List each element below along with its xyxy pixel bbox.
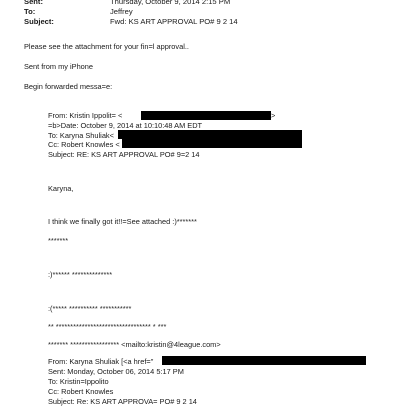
to-value: Jeffrey [110,7,133,16]
redaction-bar [141,111,271,120]
fwd1-to: To: Karyna Shuliak< [48,131,114,140]
subject-value: Fwd: KS ART APPROVAL PO# 9 2 14 [110,17,238,26]
to-label: To: [24,7,36,16]
fwd2-sent: Sent: Monday, October 06, 2014 5:17 PM [48,367,184,376]
body-line-iphone: Sent from my iPhone [24,62,94,71]
message-line-3: :)****** ************** [48,270,113,279]
fwd2-cc: Cc: Robert Knowles [48,387,114,396]
redaction-bar [162,356,366,365]
message-line-6: ******* ***************** <mailto:kristin@4league.com> [48,340,221,349]
fwd2-from: From: Karyna Shuliak [<a href=" [48,357,154,366]
message-line-4: :(***** ********** *********** [48,304,132,313]
fwd1-from: From: Kristin Ippolit= < [48,111,123,120]
sent-value: Thursday, October 9, 2014 2:15 PM [110,0,231,6]
redaction-bar [122,139,302,148]
fwd1-subject: Subject: RE: KS ART APPROVAL PO# 9=2 14 [48,150,200,159]
fwd1-from-end: > [271,111,276,120]
message-line-1: I think we finally got it!!=See attached :)******* [48,217,197,226]
message-line-2: ******* [48,236,69,245]
fwd1-date: =b>Date: October 9, 2014 at 10:10:48 AM EDT [48,121,203,130]
fwd2-to: To: Kristin=Ippolito [48,377,109,386]
sent-label: Sent: [24,0,43,6]
body-line-forwarded: Begin forwarded messa=e: [24,82,113,91]
fwd2-subject: Subject: Re: KS ART APPROVA= PO# 9 2 14 [48,397,197,406]
redaction-bar [118,130,302,139]
fwd1-cc: Cc: Robert Knowles < [48,140,120,149]
message-line-5: ** ********************************* * *** [48,322,167,331]
greeting: Karyna, [48,184,74,193]
subject-label: Subject: [24,17,54,26]
body-line-approval: Please see the attachment for your fin=l approval.. [24,42,189,51]
